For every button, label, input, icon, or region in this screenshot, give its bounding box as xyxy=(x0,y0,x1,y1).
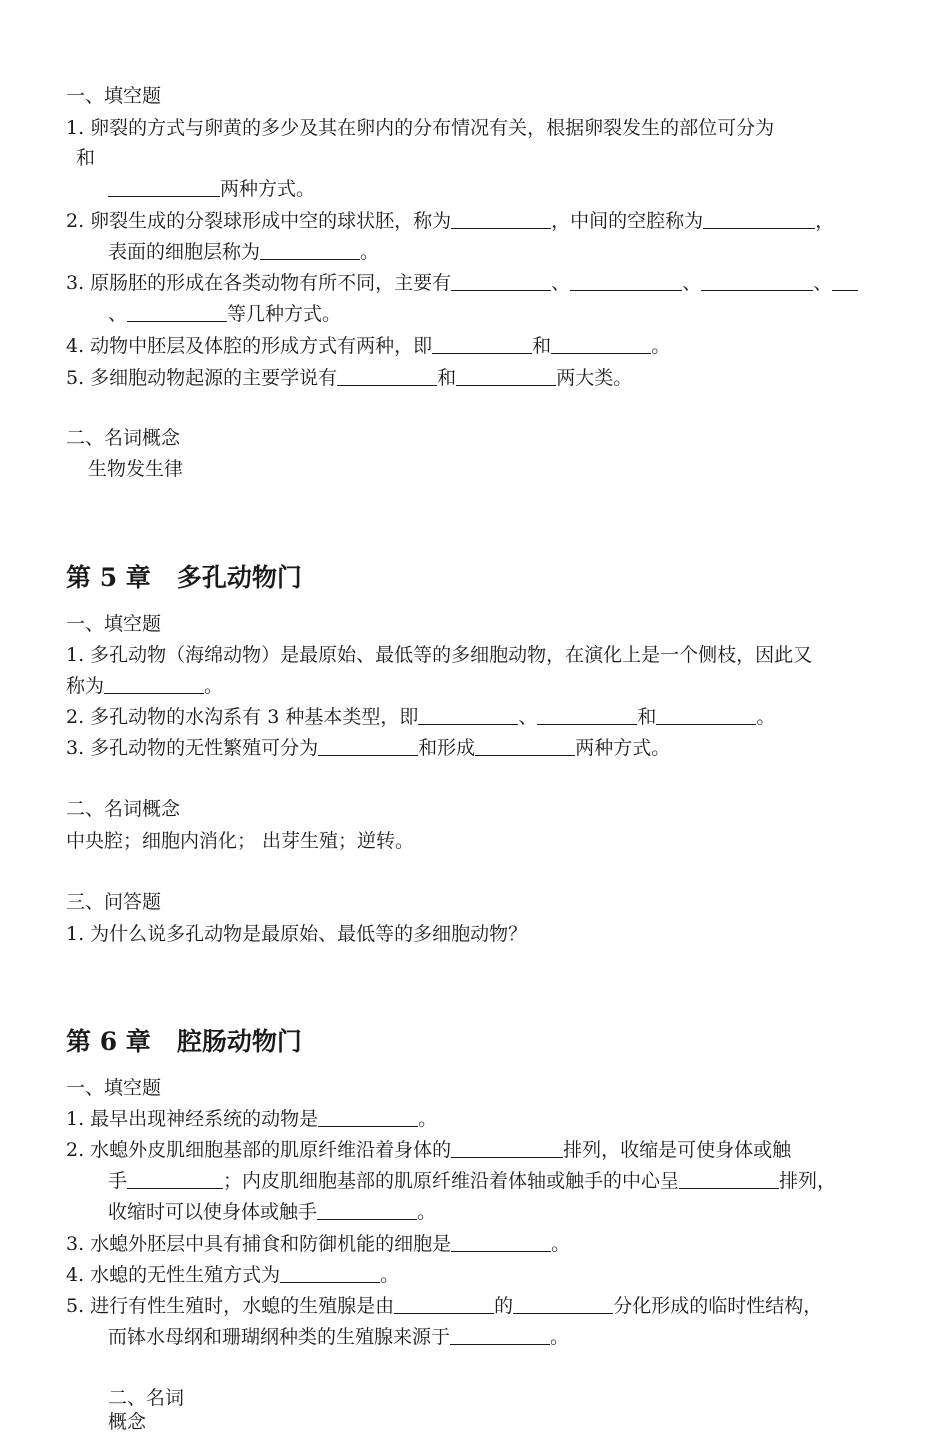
answer-blank[interactable] xyxy=(394,1294,494,1314)
question-1-line-2: 称为 。 xyxy=(66,675,224,697)
question-3: 3. 多孔动物的无性繁殖可分为 和形成 两种方式。 xyxy=(66,737,671,759)
answer-blank[interactable] xyxy=(537,705,637,725)
qa-question-1: 1. 为什么说多孔动物是最原始、最低等的多细胞动物？ xyxy=(66,923,528,945)
question-3: 3. 水螅外胚层中具有捕食和防御机能的细胞是 。 xyxy=(66,1233,571,1255)
terms-heading: 二、名词概念 xyxy=(66,798,181,820)
answer-blank[interactable] xyxy=(108,177,220,197)
question-3-line-2: 、 等几种方式。 xyxy=(108,303,342,325)
answer-blank[interactable] xyxy=(703,209,815,229)
answer-blank[interactable] xyxy=(317,1200,417,1220)
answer-blank[interactable] xyxy=(337,366,437,386)
answer-blank[interactable] xyxy=(318,1107,418,1127)
answer-blank[interactable] xyxy=(450,1325,550,1345)
chapter-6-title: 第 6 章 腔肠动物门 xyxy=(66,1027,302,1056)
question-5-line-2: 而钵水母纲和珊瑚纲种类的生殖腺来源于 。 xyxy=(108,1326,570,1348)
question-1: 1. 最早出现神经系统的动物是 。 xyxy=(66,1108,438,1130)
fill-in-heading: 一、填空题 xyxy=(66,1077,162,1099)
question-2: 2. 多孔动物的水沟系有 3 种基本类型，即 、 和 。 xyxy=(66,706,776,728)
qa-heading: 三、问答题 xyxy=(66,891,162,913)
question-4: 4. 水螅的无性生殖方式为 。 xyxy=(66,1264,400,1286)
terms-heading-cut-off: 二、名词概念 xyxy=(108,1387,185,1433)
answer-blank[interactable] xyxy=(260,240,360,260)
answer-blank[interactable] xyxy=(451,271,551,291)
answer-blank[interactable] xyxy=(456,366,556,386)
terms-list: 生物发生律 xyxy=(88,458,184,480)
answer-blank[interactable] xyxy=(127,302,227,322)
answer-blank[interactable] xyxy=(451,1138,563,1158)
fill-in-heading: 一、填空题 xyxy=(66,613,162,635)
question-1-line-1: 1. 卵裂的方式与卵黄的多少及其在卵内的分布情况有关，根据卵裂发生的部位可分为 xyxy=(66,117,775,139)
answer-blank[interactable] xyxy=(551,334,651,354)
question-2-line-2: 表面的细胞层称为 。 xyxy=(108,241,380,263)
answer-blank[interactable] xyxy=(418,705,518,725)
answer-blank[interactable] xyxy=(451,1232,551,1252)
question-2-line-1: 2. 水螅外皮肌细胞基部的肌原纤维沿着身体的 排列，收缩是可使身体或触 xyxy=(66,1139,792,1161)
question-2-line-1: 2. 卵裂生成的分裂球形成中空的球状胚，称为 ，中间的空腔称为 ， xyxy=(66,210,835,232)
answer-blank[interactable] xyxy=(432,334,532,354)
answer-blank[interactable] xyxy=(280,1263,380,1283)
answer-blank[interactable] xyxy=(701,271,813,291)
answer-blank[interactable] xyxy=(513,1294,613,1314)
answer-blank[interactable] xyxy=(318,736,418,756)
answer-blank[interactable] xyxy=(104,674,204,694)
question-1-line-2: 和 xyxy=(76,147,96,169)
answer-blank[interactable] xyxy=(475,736,575,756)
terms-heading: 二、名词概念 xyxy=(66,427,181,449)
question-2-line-3: 收缩时可以使身体或触手 。 xyxy=(108,1201,437,1223)
question-5-line-1: 5. 进行有性生殖时，水螅的生殖腺是由 的 分化形成的临时性结构， xyxy=(66,1295,823,1317)
answer-blank[interactable] xyxy=(570,271,682,291)
answer-blank[interactable] xyxy=(451,209,551,229)
answer-blank[interactable] xyxy=(127,1169,223,1189)
answer-blank[interactable] xyxy=(832,271,858,291)
question-4: 4. 动物中胚层及体腔的形成方式有两种，即 和 。 xyxy=(66,335,671,357)
question-5: 5. 多细胞动物起源的主要学说有 和 两大类。 xyxy=(66,367,633,389)
question-3-line-1: 3. 原肠胚的形成在各类动物有所不同，主要有 、 、 、 xyxy=(66,271,890,295)
question-1-line-3: 两种方式。 xyxy=(108,177,890,201)
answer-blank[interactable] xyxy=(679,1169,779,1189)
fill-in-heading: 一、填空题 xyxy=(66,85,162,107)
terms-list: 中央腔；细胞内消化； 出芽生殖；逆转。 xyxy=(66,830,415,852)
chapter-5-title: 第 5 章 多孔动物门 xyxy=(66,563,302,592)
answer-blank[interactable] xyxy=(656,705,756,725)
question-2-line-2: 手 ；内皮肌细胞基部的肌原纤维沿着体轴或触手的中心呈 排列， xyxy=(108,1170,837,1192)
question-1-line-1: 1. 多孔动物（海绵动物）是最原始、最低等的多细胞动物，在演化上是一个侧枝，因此又 xyxy=(66,644,813,666)
